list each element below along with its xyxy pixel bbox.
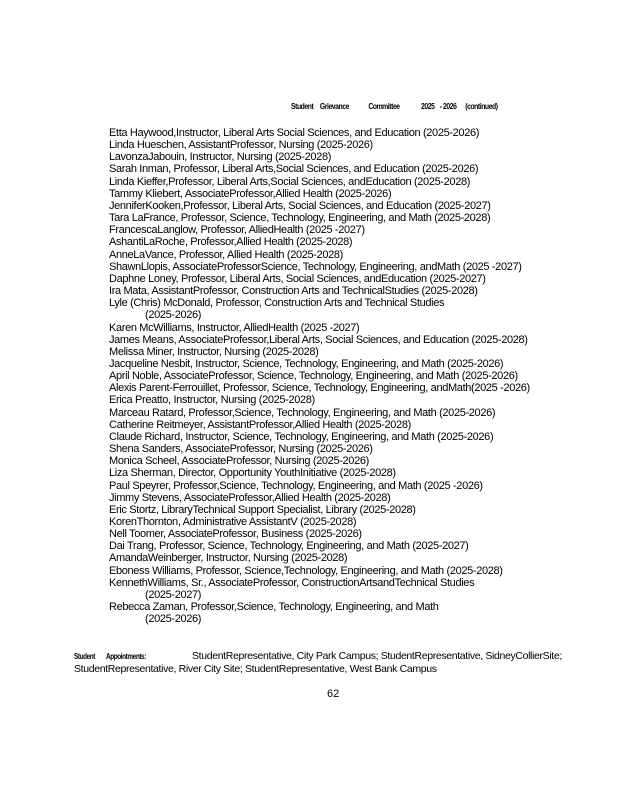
member-text: Marceau Ratard, Professor,Science, Technology, Engineering, and Math (2025-2026): [109, 406, 496, 419]
member-entry: [109, 443, 530, 455]
member-entry: [109, 346, 530, 358]
member-entry: [109, 552, 530, 564]
member-term: (2025-2027): [145, 588, 202, 601]
member-entry: [109, 139, 530, 151]
member-text: Catherine Reitmeyer, AssistantProfessor,Allied Health (2025-2028): [109, 418, 411, 431]
member-entry: [109, 370, 530, 382]
footer-label: Appointments:: [106, 652, 146, 661]
header-word: Student: [291, 102, 314, 111]
member-text: Etta Haywood,Instructor, Liberal Arts Social Sciences, and Education (2025-2026): [109, 127, 480, 139]
member-entry: [109, 249, 530, 261]
header-year: - 2026: [439, 102, 457, 111]
member-text: LavonzaJabouin, Instructor, Nursing (2025-2028): [109, 151, 332, 164]
member-text: Linda Hueschen, AssistantProfessor, Nursing (2025-2026): [109, 139, 373, 152]
member-text: KorenThornton, Administrative AssistantV (2025-2028): [109, 516, 357, 528]
member-term: (2025-2026): [145, 309, 202, 322]
member-text: James Means, AssociateProfessor,Liberal Arts, Social Sciences, and Education (2025-2028): [109, 333, 528, 346]
member-text: Melissa Miner, Instructor, Nursing (2025-2028): [109, 345, 319, 358]
member-text: Lyle (Chris) McDonald, Professor, Construction Arts and Technical Studies: [109, 297, 445, 310]
member-text: Shena Sanders, AssociateProfessor, Nursing (2025-2026): [109, 443, 373, 456]
member-entry: [109, 407, 530, 419]
member-text: Monica Scheel, AssociateProfessor, Nursing (2025-2026): [109, 455, 369, 468]
member-text: Erica Preatto, Instructor, Nursing (2025-2028): [109, 394, 315, 407]
member-text: Claude Richard, Instructor, Science, Technology, Engineering, and Math (2025-2026): [109, 430, 494, 443]
member-entry: [109, 565, 530, 577]
member-text: ShawnLlopis, AssociateProfessorScience, Technology, Engineering, andMath (2025 -2027): [109, 260, 522, 273]
member-entry: [109, 504, 530, 516]
member-text: Liza Sherman, Director, Opportunity YouthInitiative (2025-2028): [109, 467, 396, 480]
member-entry: [109, 480, 530, 492]
member-entry: [109, 419, 530, 431]
member-text: Tammy Kliebert, AssociateProfessor,Allied Health (2025-2026): [109, 187, 392, 200]
member-text: Ira Mata, AssistantProfessor, Construction Arts and TechnicalStudies (2025-2028): [109, 285, 478, 298]
member-text: Rebecca Zaman, Professor,Science, Technology, Engineering, and Math: [109, 601, 439, 614]
member-entry: [109, 322, 530, 334]
member-text: FrancescaLanglow, Professor, AlliedHealth (2025 -2027): [109, 224, 365, 237]
member-term: (2025-2026): [145, 613, 202, 626]
member-entry: [109, 212, 530, 224]
member-entry: [109, 151, 530, 163]
member-entry: [109, 273, 530, 285]
member-entry: [109, 200, 530, 212]
member-text: Jimmy Stevens, AssociateProfessor,Allied Health (2025-2028): [109, 491, 391, 504]
member-entry: [109, 431, 530, 443]
member-text: Eboness Williams, Professor, Science,Technology, Engineering, and Math (2025-2028): [109, 564, 503, 577]
footer-label: Student: [74, 652, 96, 661]
member-entry: [109, 236, 530, 248]
committee-member-list: [109, 127, 530, 625]
member-entry: [109, 261, 530, 273]
member-entry: [109, 297, 530, 321]
footer-line: StudentRepresentative, City Park Campus; StudentRepresentative, SidneyCollierSite;: [192, 650, 562, 662]
member-entry: [109, 577, 530, 601]
member-text: AnneLaVance, Professor, Allied Health (2025-2028): [109, 248, 343, 261]
header-year: 2025: [421, 102, 435, 111]
header-note: (continued): [465, 102, 498, 111]
member-text: KennethWilliams, Sr., AssociateProfessor, ConstructionArtsandTechnical Studies: [109, 576, 475, 589]
member-text: Alexis Parent-Ferrouillet, Professor, Science, Technology, Engineering, andMath(2025 -2026): [109, 382, 530, 395]
member-text: Daphne Loney, Professor, Liberal Arts, Social Sciences, andEducation (2025-2027): [109, 272, 486, 285]
footer-line: StudentRepresentative, River City Site; StudentRepresentative, West Bank Campus: [74, 663, 437, 675]
member-entry: [109, 394, 530, 406]
member-entry: [109, 601, 530, 625]
header-word: Committee: [368, 102, 400, 111]
member-text: Eric Stortz, LibraryTechnical Support Specialist, Library (2025-2028): [109, 503, 416, 516]
member-text: JenniferKooken,Professor, Liberal Arts, Social Sciences, and Education (2025-2027): [109, 199, 491, 212]
header-word: Grievance: [319, 102, 349, 111]
member-entry: [109, 528, 530, 540]
member-entry: [109, 176, 530, 188]
section-header: [291, 102, 498, 111]
member-entry: [109, 467, 530, 479]
member-text: Sarah Inman, Professor, Liberal Arts,Social Sciences, and Education (2025-2026): [109, 163, 479, 176]
member-entry: [109, 188, 530, 200]
member-entry: [109, 358, 530, 370]
member-text: Tara LaFrance, Professor, Science, Technology, Engineering, and Math (2025-2028): [109, 212, 491, 225]
member-text: Jacqueline Nesbit, Instructor, Science, Technology, Engineering, and Math (2025-2026): [109, 357, 504, 370]
member-text: AmandaWeinberger, Instructor, Nursing (2025-2028): [109, 552, 348, 565]
member-entry: [109, 455, 530, 467]
member-entry: [109, 285, 530, 297]
member-text: AshantiLaRoche, Professor,Allied Health (2025-2028): [109, 236, 353, 249]
member-text: April Noble, AssociateProfessor, Science, Technology, Engineering, and Math (2025-2026): [109, 370, 518, 383]
member-text: Nell Toomer, AssociateProfessor, Business (2025-2026): [109, 528, 362, 541]
member-entry: [109, 127, 530, 139]
member-text: Dai Trang, Professor, Science, Technology, Engineering, and Math (2025-2027): [109, 540, 469, 553]
member-text: Karen McWilliams, Instructor, AlliedHealth (2025 -2027): [109, 321, 360, 334]
member-entry: [109, 492, 530, 504]
member-entry: [109, 334, 530, 346]
member-entry: [109, 516, 530, 528]
page-number: 62: [327, 688, 340, 700]
member-text: Linda Kieffer,Professor, Liberal Arts,Social Sciences, andEducation (2025-2028): [109, 175, 471, 188]
member-entry: [109, 163, 530, 175]
member-entry: [109, 382, 530, 394]
member-entry: [109, 224, 530, 236]
member-entry: [109, 540, 530, 552]
student-appointments: [74, 650, 562, 676]
member-text: Paul Speyrer, Professor,Science, Technology, Engineering, and Math (2025 -2026): [109, 479, 483, 492]
